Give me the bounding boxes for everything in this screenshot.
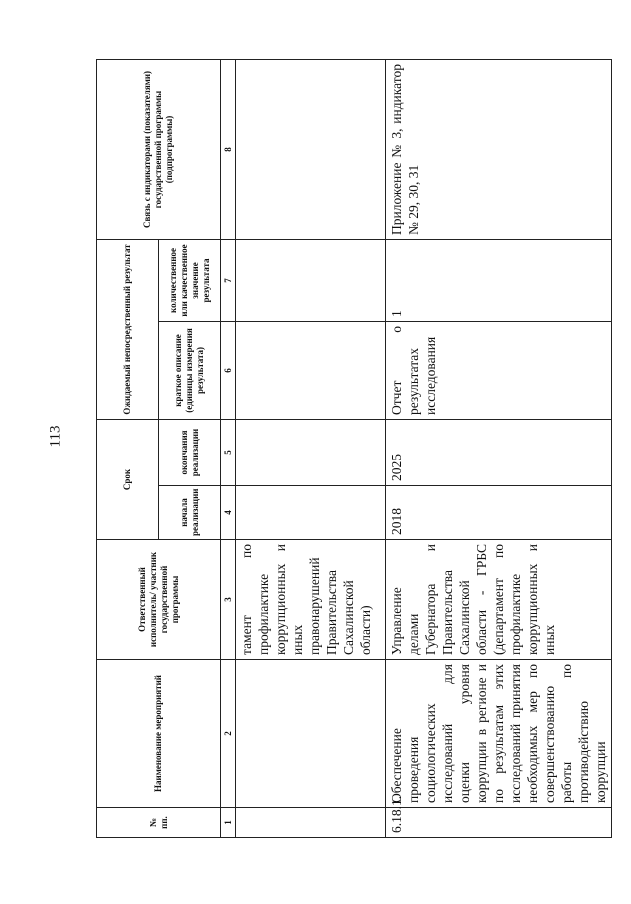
table-row bbox=[236, 59, 386, 837]
cell-end bbox=[236, 419, 386, 485]
table-row bbox=[386, 59, 612, 837]
header-result: Ожидаемый непосредственный результат bbox=[97, 239, 159, 419]
cell-desc bbox=[236, 321, 386, 419]
cell-link bbox=[236, 59, 386, 239]
cell-end: 2025 bbox=[386, 419, 612, 485]
cell-name: Обеспечение проведения социологических исследований для оценки уровня коррупции в регионе и по результатам этих исследований принятия необходимых мер по совершенствованию работы по противодействию коррупции bbox=[386, 660, 612, 808]
cell-desc: Отчет о результатах исследования bbox=[386, 321, 612, 419]
cell-value bbox=[236, 239, 386, 321]
page-number: 113 bbox=[47, 425, 64, 448]
header-term: Срок bbox=[97, 419, 159, 539]
column-number: 7 bbox=[221, 239, 236, 321]
cell-executor: тамент по профилактике коррупционных и иных правонарушений Правительства Сахалинской области) bbox=[236, 540, 386, 660]
header-name: Наименование мероприятий bbox=[97, 660, 221, 808]
header-result-desc: краткое описание (единицы измерения результата) bbox=[159, 321, 221, 419]
column-number: 6 bbox=[221, 321, 236, 419]
column-number: 8 bbox=[221, 59, 236, 239]
cell-name bbox=[236, 660, 386, 808]
header-num: № пп. bbox=[97, 808, 221, 838]
header-term-start: начала реализации bbox=[159, 486, 221, 540]
column-number-row bbox=[221, 59, 236, 837]
header-result-value: количественное или качественное значение результата bbox=[159, 239, 221, 321]
column-number: 4 bbox=[221, 486, 236, 540]
header-link: Связь с индикаторами (показателями) государственной программы (подпрограммы) bbox=[97, 59, 221, 239]
cell-executor: Управление делами Губернатора и Правительства Сахалинской области - ГРБС (департамент по профилактике коррупционных и иных bbox=[386, 540, 612, 660]
column-number: 3 bbox=[221, 540, 236, 660]
cell-num: 6.18.1. bbox=[386, 808, 612, 838]
cell-link: Приложение № 3, индикатор № 29, 30, 31 bbox=[386, 59, 612, 239]
cell-value: 1 bbox=[386, 239, 612, 321]
cell-start bbox=[236, 486, 386, 540]
rotated-table-wrapper bbox=[96, 60, 624, 838]
cell-start: 2018 bbox=[386, 486, 612, 540]
measures-table bbox=[96, 59, 612, 838]
column-number: 1 bbox=[221, 808, 236, 838]
column-number: 2 bbox=[221, 660, 236, 808]
header-executor: Ответственный исполнитель/ участник государственной программы bbox=[97, 540, 221, 660]
column-number: 5 bbox=[221, 419, 236, 485]
header-term-end: окончания реализации bbox=[159, 419, 221, 485]
cell-num bbox=[236, 808, 386, 838]
